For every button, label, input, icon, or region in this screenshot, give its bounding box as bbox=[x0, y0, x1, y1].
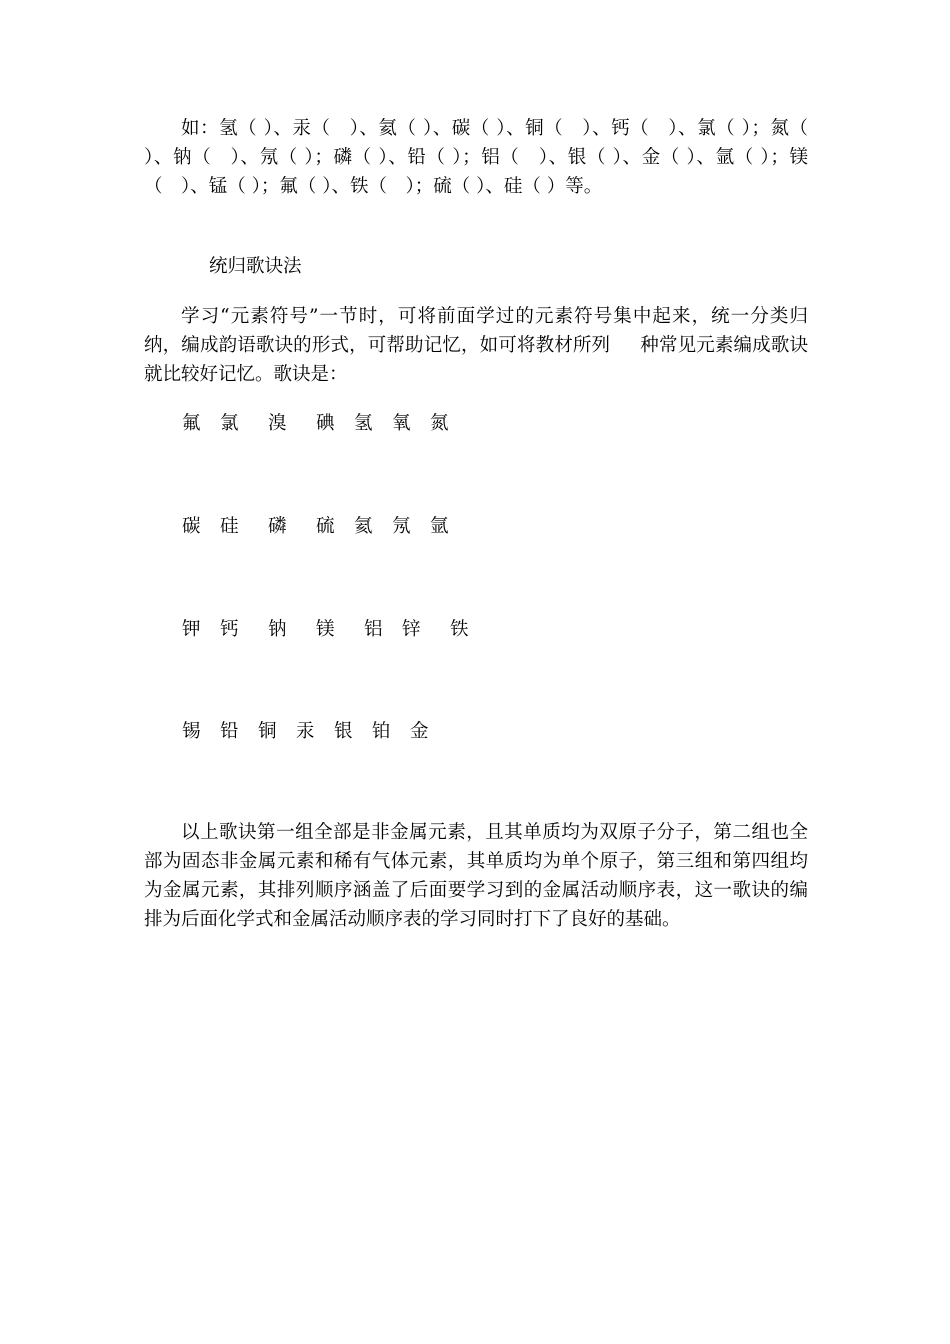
verse-char: 汞 bbox=[296, 721, 315, 742]
section-heading: 统归歌诀法 bbox=[209, 256, 302, 277]
element-fill-in-paragraph: 如：氢（ ）、汞（ ）、氦（ ）、碳（ ）、铜（ ）、钙（ ）、氯（ ）；氮（ ）、钠（ ）、氖（ ）；磷（ ）、铅（ ）；铝（ ）、银（ ）、金（ ）、氩（ ）；镁（ ）、锰（ ）；氟（ ）、铁（ ）；硫（ ）、硅（ ）等。 bbox=[144, 118, 808, 197]
verse-char: 钠 bbox=[268, 619, 287, 640]
verse-line-1 bbox=[0, 409, 950, 438]
verse-char: 氮 bbox=[430, 413, 449, 434]
verse-char: 金 bbox=[410, 721, 429, 742]
verse-line-4 bbox=[0, 717, 950, 746]
intro-paragraph bbox=[144, 302, 808, 389]
verse-char: 铅 bbox=[220, 721, 239, 742]
verse-char: 碘 bbox=[316, 413, 335, 434]
verse-char: 氢 bbox=[354, 413, 373, 434]
verse-char: 氧 bbox=[392, 413, 411, 434]
verse-char: 锌 bbox=[402, 619, 421, 640]
verse-char: 氟 bbox=[182, 413, 201, 434]
verse-char: 磷 bbox=[268, 516, 287, 537]
verse-char: 氖 bbox=[392, 516, 411, 537]
verse-char: 铂 bbox=[372, 721, 391, 742]
verse-char: 铜 bbox=[258, 721, 277, 742]
verse-char: 氯 bbox=[220, 413, 239, 434]
verse-char: 碳 bbox=[182, 516, 201, 537]
verse-char: 钾 bbox=[182, 619, 201, 640]
verse-char: 氩 bbox=[430, 516, 449, 537]
explanation-paragraph: 以上歌诀第一组全部是非金属元素，且其单质均为双原子分子，第二组也全部为固态非金属元素和稀有气体元素，其单质均为单个原子，第三组和第四组均为金属元素，其排列顺序涵盖了后面要学习到的金属活动顺序表，这一歌诀的编排为后面化学式和金属活动顺序表的学习同时打下了良好的基础。 bbox=[144, 822, 808, 930]
verse-char: 溴 bbox=[268, 413, 287, 434]
verse-char: 硅 bbox=[220, 516, 239, 537]
intro-text-part2: 种常见元素编成歌诀就比较好记忆。歌诀是： bbox=[144, 335, 808, 385]
intro-text-part1: 学习“元素符号”一节时，可将前面学过的元素符号集中起来，统一分类归纳，编成韵语歌诀的形式，可帮助记忆，如可将教材所列 bbox=[144, 306, 808, 356]
verse-char: 氦 bbox=[354, 516, 373, 537]
verse-char: 硫 bbox=[316, 516, 335, 537]
verse-char: 银 bbox=[334, 721, 353, 742]
verse-char: 铁 bbox=[450, 619, 469, 640]
verse-line-3 bbox=[0, 615, 950, 644]
verse-char: 钙 bbox=[220, 619, 239, 640]
verse-line-2 bbox=[0, 512, 950, 541]
verse-char: 镁 bbox=[316, 619, 335, 640]
verse-char: 铝 bbox=[364, 619, 383, 640]
verse-char: 锡 bbox=[182, 721, 201, 742]
